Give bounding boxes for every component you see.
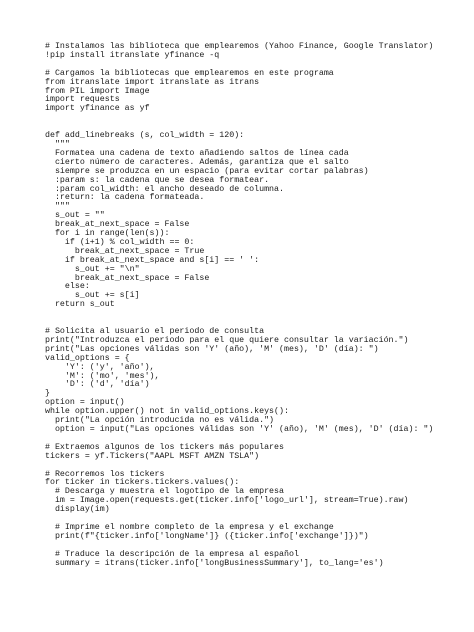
code-line: for i in range(len(s)): (45, 229, 170, 239)
code-line: # Solicita al usuario el periodo de consulta (45, 327, 265, 336)
code-line: Formatea una cadena de texto añadiendo saltos de línea cada (45, 148, 349, 158)
code-line: siempre se produzca en un espacio (para evitar cortar palabras) (45, 166, 369, 176)
code-line: 'Y': ('y', 'año'), (45, 362, 155, 372)
code-line: else: (45, 282, 90, 292)
code-line: from PIL import Image (45, 86, 150, 96)
code-line: from itranslate import itranslate as itrans (45, 77, 260, 87)
code-line: s_out += s[i] (45, 291, 140, 301)
code-line: import requests (45, 95, 120, 105)
code-block (45, 43, 433, 568)
code-line: # Traduce la descripción de la empresa al español (45, 549, 299, 559)
code-line: print("Introduzca el periodo para el que quiere consultar la variación.") (45, 335, 409, 345)
code-line: option = input("Las opciones válidas son 'Y' (año), 'M' (mes), 'D' (día): ") (45, 424, 434, 434)
code-line: break_at_next_space = True (45, 246, 205, 256)
code-line: break_at_next_space = False (45, 220, 190, 230)
code-line (45, 114, 433, 123)
code-line: 'M': ('mo', 'mes'), (45, 371, 160, 381)
code-line: """ (45, 139, 70, 149)
code-line: valid_options = { (45, 353, 130, 363)
code-line: :param s: la cadena que se desea formatear. (45, 175, 270, 185)
code-line: return s_out (45, 300, 115, 310)
code-line: print("La opción introducida no es válida.") (45, 416, 275, 426)
code-line: :param col_width: el ancho deseado de columna. (45, 184, 284, 194)
code-line: !pip install itranslate yfinance -q (45, 50, 220, 60)
code-line: # Instalamos las biblioteca que emplearemos (Yahoo Finance, Google Translator) (45, 42, 434, 51)
code-line: 'D': ('d', 'día') (45, 380, 150, 390)
code-line: print("Las opciones válidas son 'Y' (año), 'M' (mes), 'D' (día): ") (45, 344, 379, 354)
code-line: tickers = yf.Tickers("AAPL MSFT AMZN TSLA") (45, 451, 260, 461)
code-line: # Cargamos la bibliotecas que emplearemos en este programa (45, 68, 334, 78)
code-line (45, 310, 433, 319)
code-line: summary = itrans(ticker.info['longBusinessSummary'], to_lang='es') (45, 558, 384, 568)
code-line: if (i+1) % col_width == 0: (45, 237, 195, 247)
code-line: # Descarga y muestra el logotipo de la empresa (45, 487, 284, 497)
code-line: for ticker in tickers.tickers.values(): (45, 478, 240, 488)
code-line: cierto número de caracteres. Además, garantiza que el salto (45, 157, 349, 167)
code-line: :return: la cadena formateada. (45, 193, 205, 203)
code-line: break_at_next_space = False (45, 273, 210, 283)
code-line: import yfinance as yf (45, 104, 150, 114)
code-line: while option.upper() not in valid_options.keys(): (45, 407, 289, 417)
code-line: print(f"{ticker.info['longName']} ({ticker.info['exchange']})") (45, 531, 369, 541)
code-line: """ (45, 202, 70, 212)
code-line: # Recorremos los tickers (45, 469, 165, 479)
code-line: } (45, 389, 50, 399)
code-line: display(im) (45, 505, 110, 515)
code-line: im = Image.open(requests.get(ticker.info['logo_url'], stream=True).raw) (45, 496, 409, 506)
code-line: # Extraemos algunos de los tickers más populares (45, 442, 284, 452)
code-line: def add_linebreaks (s, col_width = 120): (45, 131, 245, 141)
code-line: s_out = "" (45, 211, 105, 221)
code-line: option = input() (45, 398, 125, 408)
code-line: if break_at_next_space and s[i] == ' ': (45, 255, 260, 265)
code-line: s_out += "\n" (45, 264, 140, 274)
code-line: # Imprime el nombre completo de la empresa y el exchange (45, 522, 334, 532)
